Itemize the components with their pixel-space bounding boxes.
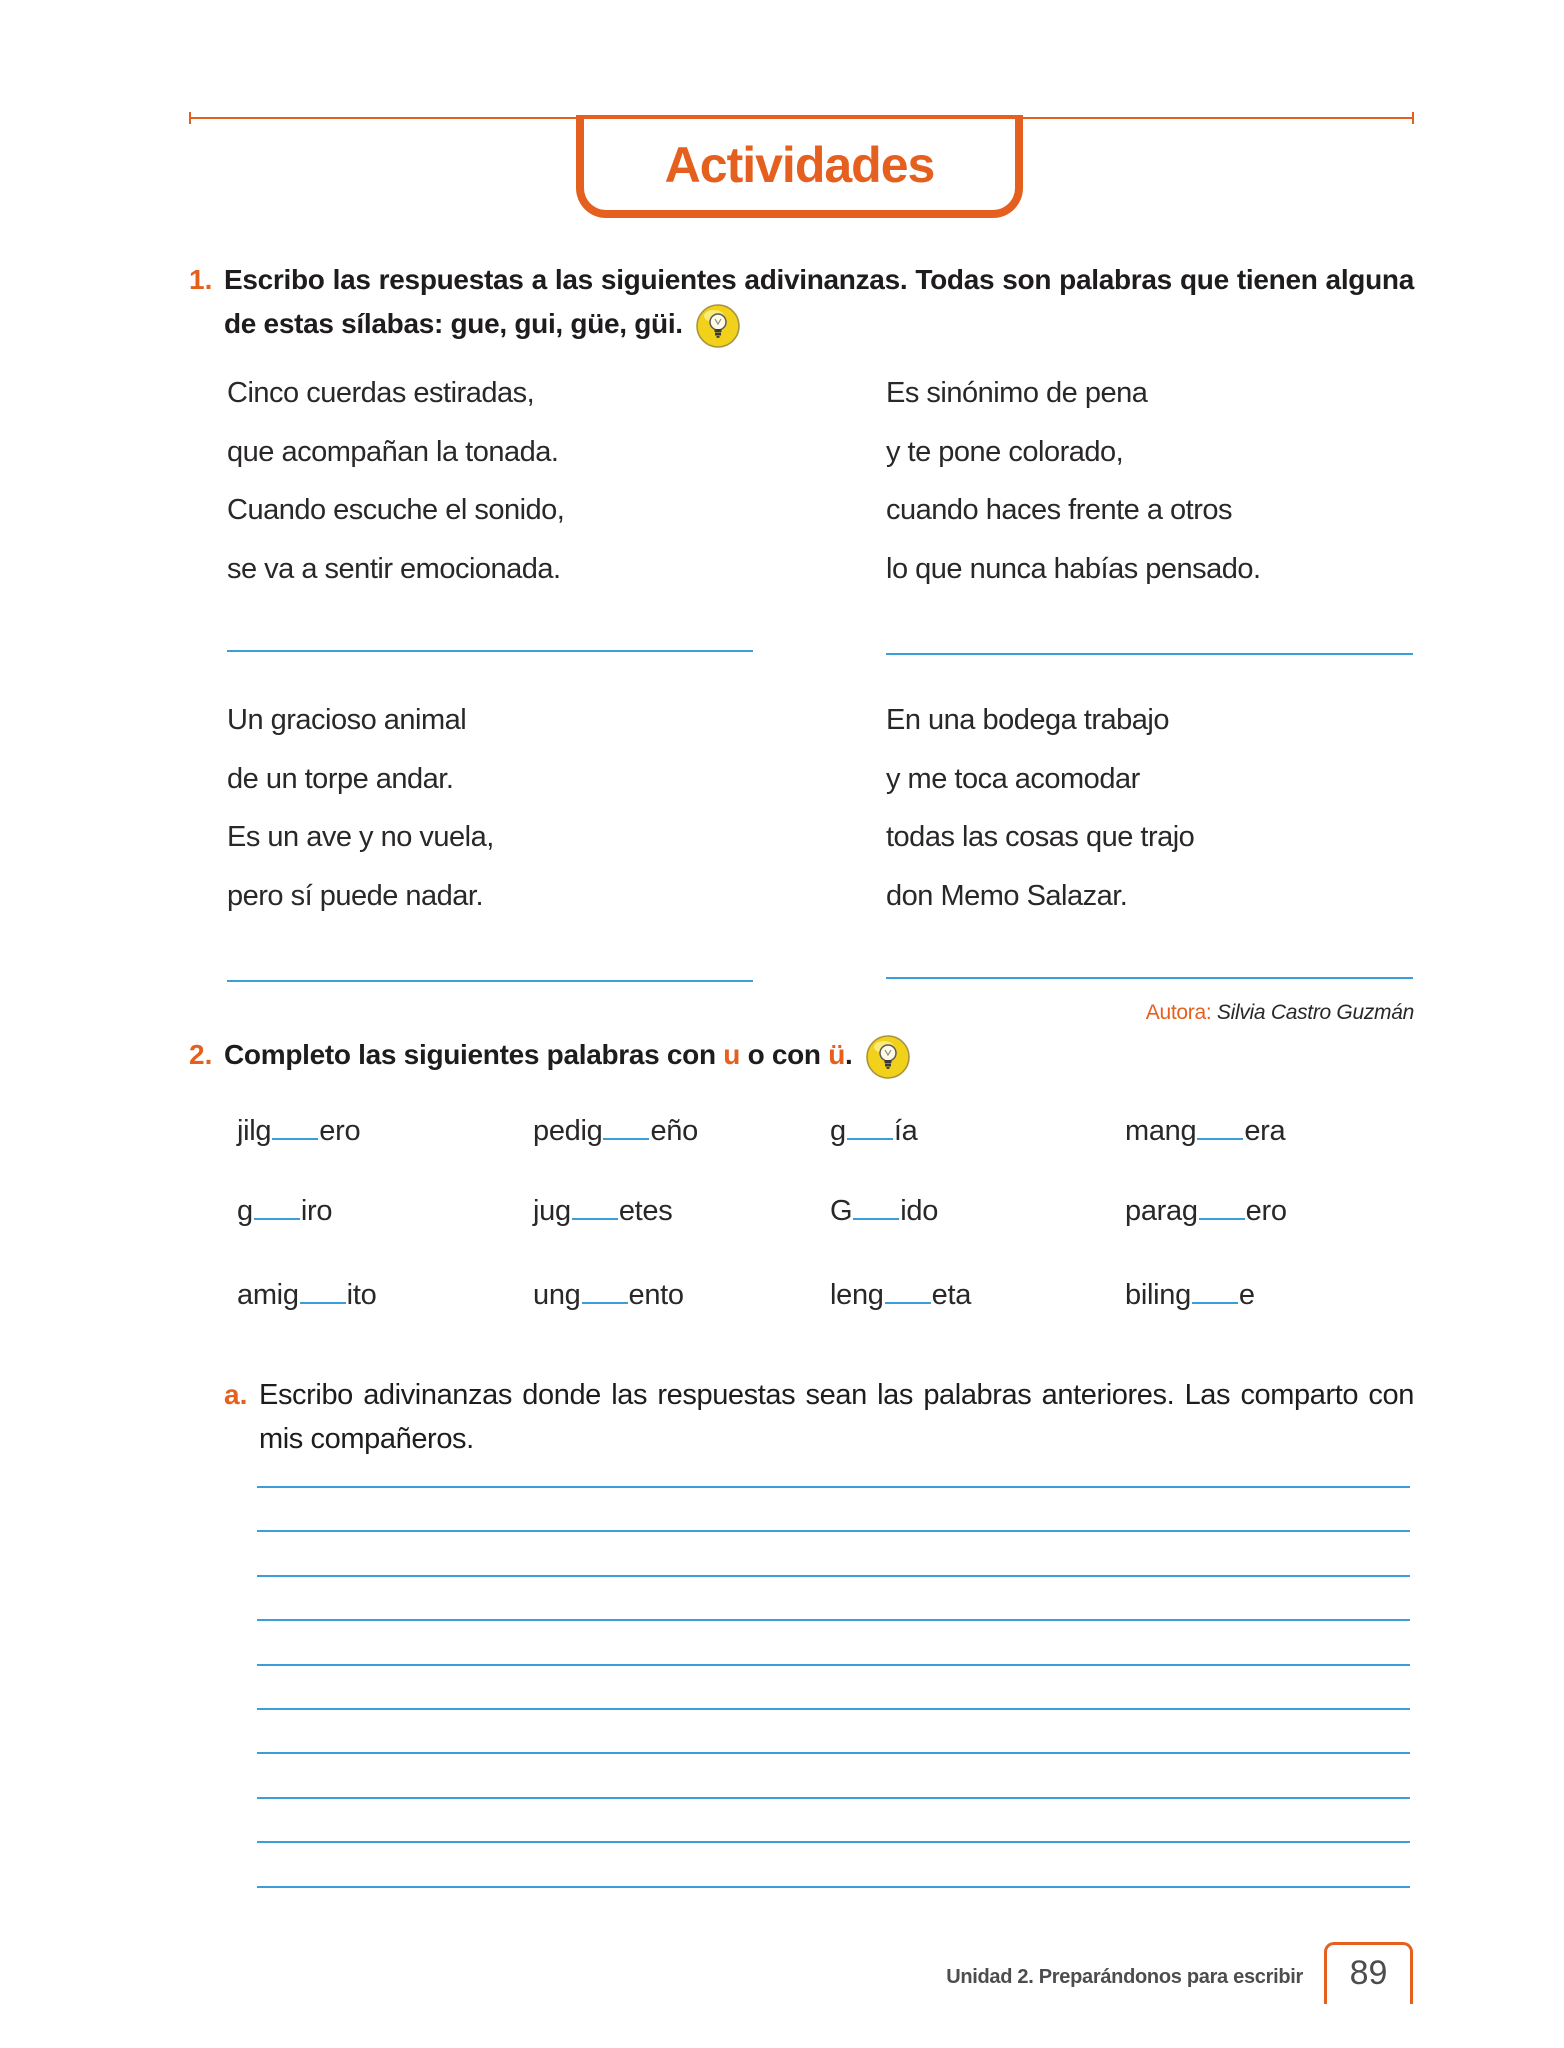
- word-prefix: leng: [830, 1279, 884, 1311]
- word-item: [1125, 1275, 1255, 1315]
- word-blank: [847, 1137, 893, 1140]
- writing-area: [257, 1486, 1410, 1888]
- word-suffix: eño: [650, 1115, 698, 1147]
- word-suffix: ito: [346, 1279, 377, 1311]
- writing-line: [257, 1886, 1410, 1888]
- word-item: [1125, 1111, 1285, 1151]
- riddle-line: cuando haces frente a otros: [886, 494, 1233, 527]
- subactivity-instruction: Escribo adivinanzas donde las respuestas sean las palabras anteriores. Las comparto con mis compañeros.: [259, 1379, 1414, 1455]
- word-suffix: ento: [628, 1279, 684, 1311]
- writing-line: [257, 1708, 1410, 1710]
- riddle-line: En una bodega trabajo: [886, 704, 1169, 736]
- instruction-start: Completo las siguientes palabras con: [224, 1039, 716, 1070]
- word-suffix: ido: [900, 1195, 939, 1227]
- activity-number: 1.: [189, 264, 213, 295]
- riddle-1: [227, 364, 564, 599]
- writing-line: [257, 1797, 1410, 1799]
- riddle-1-answer-line: [227, 650, 753, 652]
- activity-instruction-text: Escribo las respuestas a las siguientes adivinanzas. Todas son palabras que tienen alguna de estas sílabas: gue, gui, güe, güi.: [224, 264, 1414, 339]
- lightbulb-icon: [695, 303, 741, 349]
- word-prefix: ung: [533, 1279, 581, 1311]
- word-item: [533, 1111, 698, 1151]
- option-u-umlaut: ü: [828, 1039, 846, 1070]
- riddle-line: y te pone colorado,: [886, 435, 1124, 468]
- section-title: Actividades: [664, 136, 935, 193]
- riddle-line: que acompañan la tonada.: [227, 435, 559, 468]
- riddle-line: de un torpe andar.: [227, 762, 454, 795]
- word-item: [830, 1191, 938, 1231]
- author-credit: [1146, 1000, 1414, 1026]
- subactivity-letter: a.: [224, 1379, 248, 1410]
- word-blank: [300, 1301, 346, 1304]
- riddle-line: Cinco cuerdas estiradas,: [227, 377, 535, 409]
- word-suffix: e: [1238, 1279, 1255, 1311]
- word-prefix: pedig: [533, 1115, 603, 1147]
- word-item: [237, 1191, 332, 1231]
- writing-line: [257, 1486, 1410, 1488]
- unit-label: Unidad 2. Preparándonos para escribir: [946, 1966, 1303, 1988]
- word-suffix: eta: [931, 1279, 972, 1311]
- word-suffix: iro: [300, 1195, 333, 1227]
- word-blank: [254, 1217, 300, 1220]
- section-tab: [576, 115, 1023, 218]
- riddle-line: Es un ave y no vuela,: [227, 821, 494, 854]
- word-prefix: g: [237, 1195, 253, 1227]
- riddle-2: [886, 364, 1261, 599]
- writing-line: [257, 1619, 1410, 1621]
- activity-number: 2.: [189, 1039, 213, 1070]
- word-suffix: ero: [1245, 1195, 1287, 1227]
- lightbulb-icon: [865, 1034, 911, 1080]
- riddle-line: todas las cosas que trajo: [886, 821, 1195, 854]
- word-blank: [603, 1137, 649, 1140]
- word-blank: [853, 1217, 899, 1220]
- word-suffix: etes: [618, 1195, 673, 1227]
- writing-line: [257, 1664, 1410, 1666]
- word-blank: [1197, 1137, 1243, 1140]
- author-name: Silvia Castro Guzmán: [1216, 1001, 1414, 1024]
- writing-line: [257, 1575, 1410, 1577]
- riddle-line: pero sí puede nadar.: [227, 880, 484, 913]
- word-prefix: parag: [1125, 1195, 1198, 1227]
- word-prefix: g: [830, 1115, 846, 1147]
- riddle-line: se va a sentir emocionada.: [227, 553, 561, 586]
- word-item: [237, 1111, 360, 1151]
- writing-line: [257, 1841, 1410, 1843]
- word-item: [1125, 1191, 1287, 1231]
- word-item: [830, 1275, 971, 1315]
- word-prefix: mang: [1125, 1115, 1197, 1147]
- word-item: [830, 1111, 917, 1151]
- activity-instruction: [224, 258, 1414, 346]
- word-item: [533, 1275, 684, 1315]
- word-blank: [1199, 1217, 1245, 1220]
- riddle-3: [227, 691, 494, 926]
- riddle-3-answer-line: [227, 980, 753, 982]
- header-rule-right-cap: [1412, 112, 1414, 124]
- riddle-line: lo que nunca habías pensado.: [886, 553, 1261, 586]
- word-prefix: biling: [1125, 1279, 1191, 1311]
- word-suffix: era: [1244, 1115, 1286, 1147]
- writing-line: [257, 1530, 1410, 1532]
- activity-1: [189, 258, 1414, 346]
- activity-instruction: [224, 1033, 1414, 1077]
- word-prefix: amig: [237, 1279, 299, 1311]
- page-number-box: [1324, 1942, 1413, 2004]
- page-number: 89: [1349, 1954, 1388, 1992]
- word-blank: [572, 1217, 618, 1220]
- riddle-4-answer-line: [886, 977, 1413, 979]
- riddle-line: Cuando escuche el sonido,: [227, 494, 565, 527]
- word-prefix: G: [830, 1195, 853, 1227]
- header-rule-left-cap: [189, 112, 191, 124]
- riddle-line: y me toca acomodar: [886, 762, 1140, 795]
- author-label: Autora:: [1145, 1001, 1212, 1024]
- word-blank: [885, 1301, 931, 1304]
- word-item: [237, 1275, 376, 1315]
- activity-2a: [224, 1373, 1414, 1461]
- word-suffix: ía: [893, 1115, 918, 1147]
- word-blank: [1192, 1301, 1238, 1304]
- word-prefix: jug: [533, 1195, 571, 1227]
- word-blank: [582, 1301, 628, 1304]
- activity-2: [189, 1033, 1414, 1077]
- instruction-end: .: [845, 1039, 853, 1070]
- riddle-4: [886, 691, 1194, 926]
- riddle-line: Un gracioso animal: [227, 704, 467, 736]
- word-prefix: jilg: [237, 1115, 272, 1147]
- writing-line: [257, 1752, 1410, 1754]
- riddle-line: Es sinónimo de pena: [886, 377, 1148, 409]
- word-suffix: ero: [319, 1115, 361, 1147]
- riddle-2-answer-line: [886, 653, 1413, 655]
- option-u: u: [723, 1039, 741, 1070]
- instruction-connector: o con: [747, 1039, 821, 1070]
- word-blank: [272, 1137, 318, 1140]
- word-item: [533, 1191, 672, 1231]
- riddle-line: don Memo Salazar.: [886, 880, 1128, 913]
